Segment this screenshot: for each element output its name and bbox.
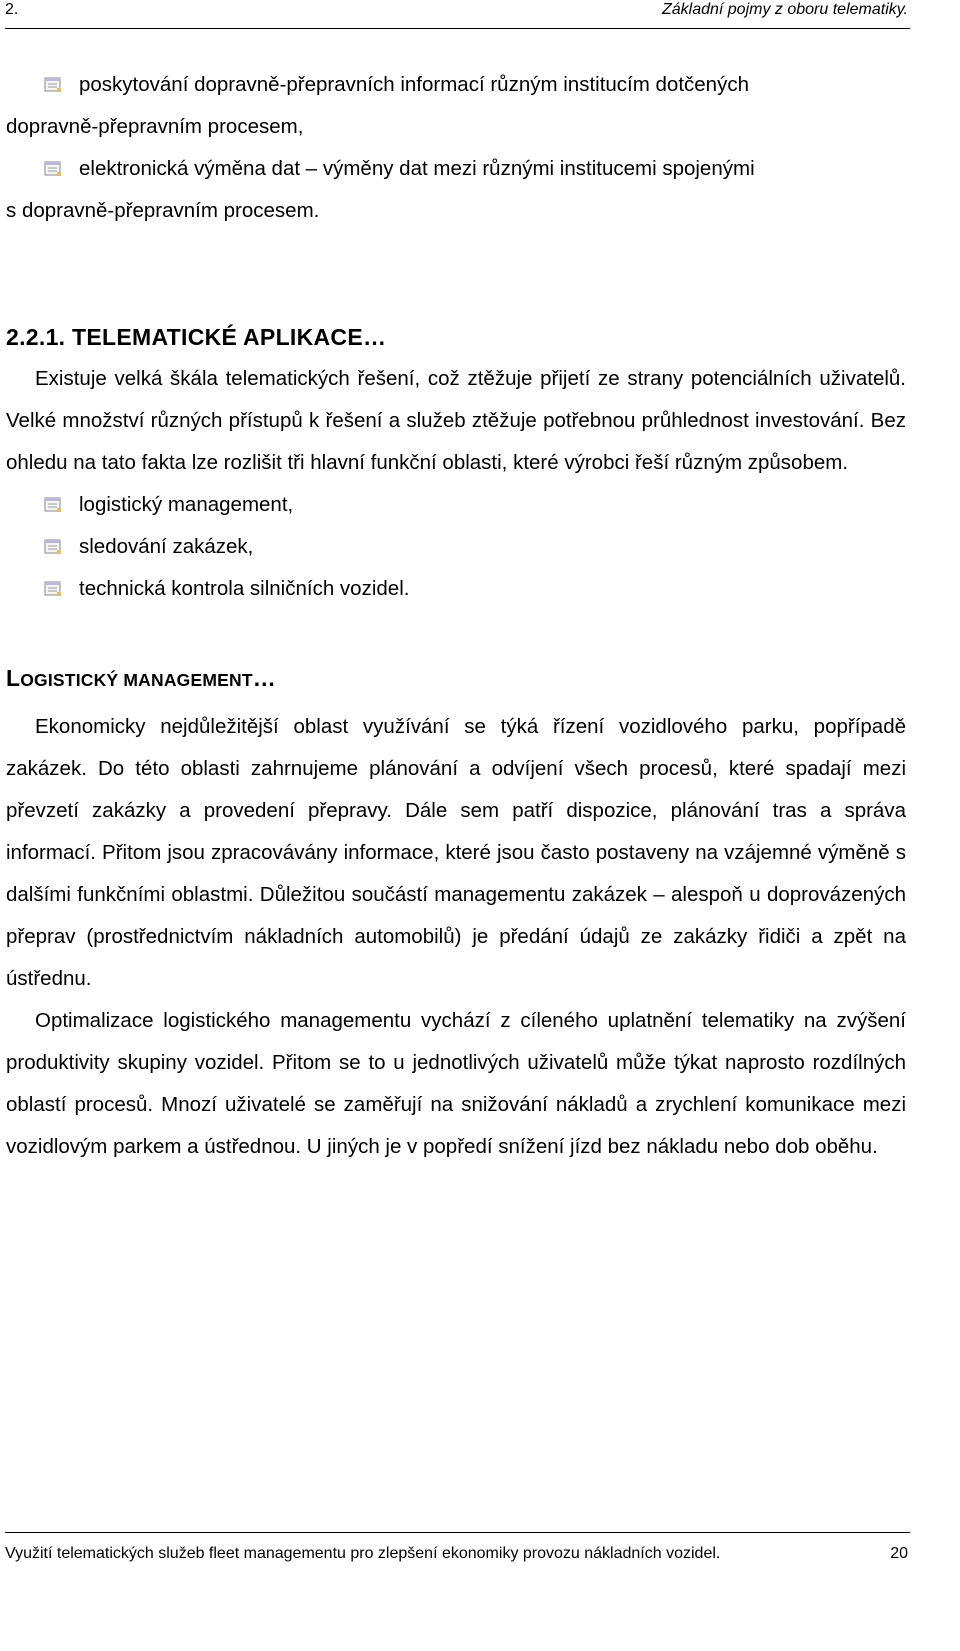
list-item (6, 568, 906, 610)
document-bullet-icon (44, 539, 62, 555)
logistics-heading-initial: L (6, 665, 21, 691)
section-paragraph (6, 358, 906, 484)
section-paragraph-text: Existuje velká škála telematických řešení, což ztěžuje přijetí ze strany potenciálních uživatelů. Velké množství různých přístupů k řešení a služeb ztěžuje potřebnou průhlednost investování. Bez ohledu na tato fakta lze rozlišit tři hlavní funkční oblasti, které výrobci řeší různým způsobem. (6, 367, 906, 474)
list-item-text: logistický management, (79, 493, 294, 516)
list-item-text: technická kontrola silničních vozidel. (79, 577, 410, 600)
page-header (5, 0, 910, 29)
section-heading: 2.2.1. TELEMATICKÉ APLIKACE… (6, 324, 387, 350)
list-item-line: dopravně-přepravním procesem, (6, 115, 304, 138)
logistics-heading-rest: OGISTICKÝ MANAGEMENT (20, 670, 253, 690)
list-item-text: sledování zakázek, (79, 535, 254, 558)
list-item (6, 484, 906, 526)
page-number: 20 (890, 1545, 908, 1562)
chapter-title: Základní pojmy z oboru telematiky. (661, 1, 908, 18)
logistics-paragraph (6, 706, 906, 1000)
logistics-heading-ellipsis: … (252, 665, 276, 691)
footer-title: Využití telematických služeb fleet managementu pro zlepšení ekonomiky provozu nákladních vozidel. (5, 1545, 721, 1562)
logistics-paragraph-text: Optimalizace logistického managementu vychází z cíleného uplatnění telematiky na zvýšení produktivity skupiny vozidel. Přitom se to u jednotlivých uživatelů může týkat naprosto rozdílných oblastí procesů. Mnozí uživatelé se zaměřují na snižování nákladů a zrychlení komunikace mezi vozidlovým parkem a ústřednou. U jiných je v popředí snížení jízd bez nákladu nebo dob oběhu. (6, 1009, 906, 1158)
logistics-heading (6, 652, 906, 706)
list-item (6, 64, 906, 148)
page-footer (5, 1532, 910, 1562)
functional-areas-list (6, 484, 906, 610)
logistics-paragraph (6, 1000, 906, 1168)
page-content (6, 64, 906, 1168)
logistics-paragraph-text: Ekonomicky nejdůležitější oblast využívání se týká řízení vozidlového parku, popřípadě zakázek. Do této oblasti zahrnujeme plánování a odvíjení všech procesů, které spadají mezi převzetí zakázky a provedení přepravy. Dále sem patří dispozice, plánování tras a správa informací. Přitom jsou zpracovávány informace, které jsou často postaveny na vzájemné výměně s dalšími funkčními oblastmi. Důležitou součástí managementu zakázek – alespoň u doprovázených přeprav (prostřednictvím nákladních automobilů) je předání údajů ze zakázky řidiči a zpět na ústřednu. (6, 715, 906, 990)
list-item-line: s dopravně-přepravním procesem. (6, 199, 320, 222)
list-item-line: elektronická výměna dat – výměny dat mezi různými institucemi spojenými (79, 157, 755, 180)
list-item (6, 148, 906, 232)
list-item (6, 526, 906, 568)
chapter-number: 2. (5, 1, 19, 18)
document-bullet-icon (44, 161, 62, 177)
document-bullet-icon (44, 77, 62, 93)
document-bullet-icon (44, 497, 62, 513)
list-item-line: poskytování dopravně-přepravních informací různým institucím dotčených (79, 73, 749, 96)
document-bullet-icon (44, 581, 62, 597)
